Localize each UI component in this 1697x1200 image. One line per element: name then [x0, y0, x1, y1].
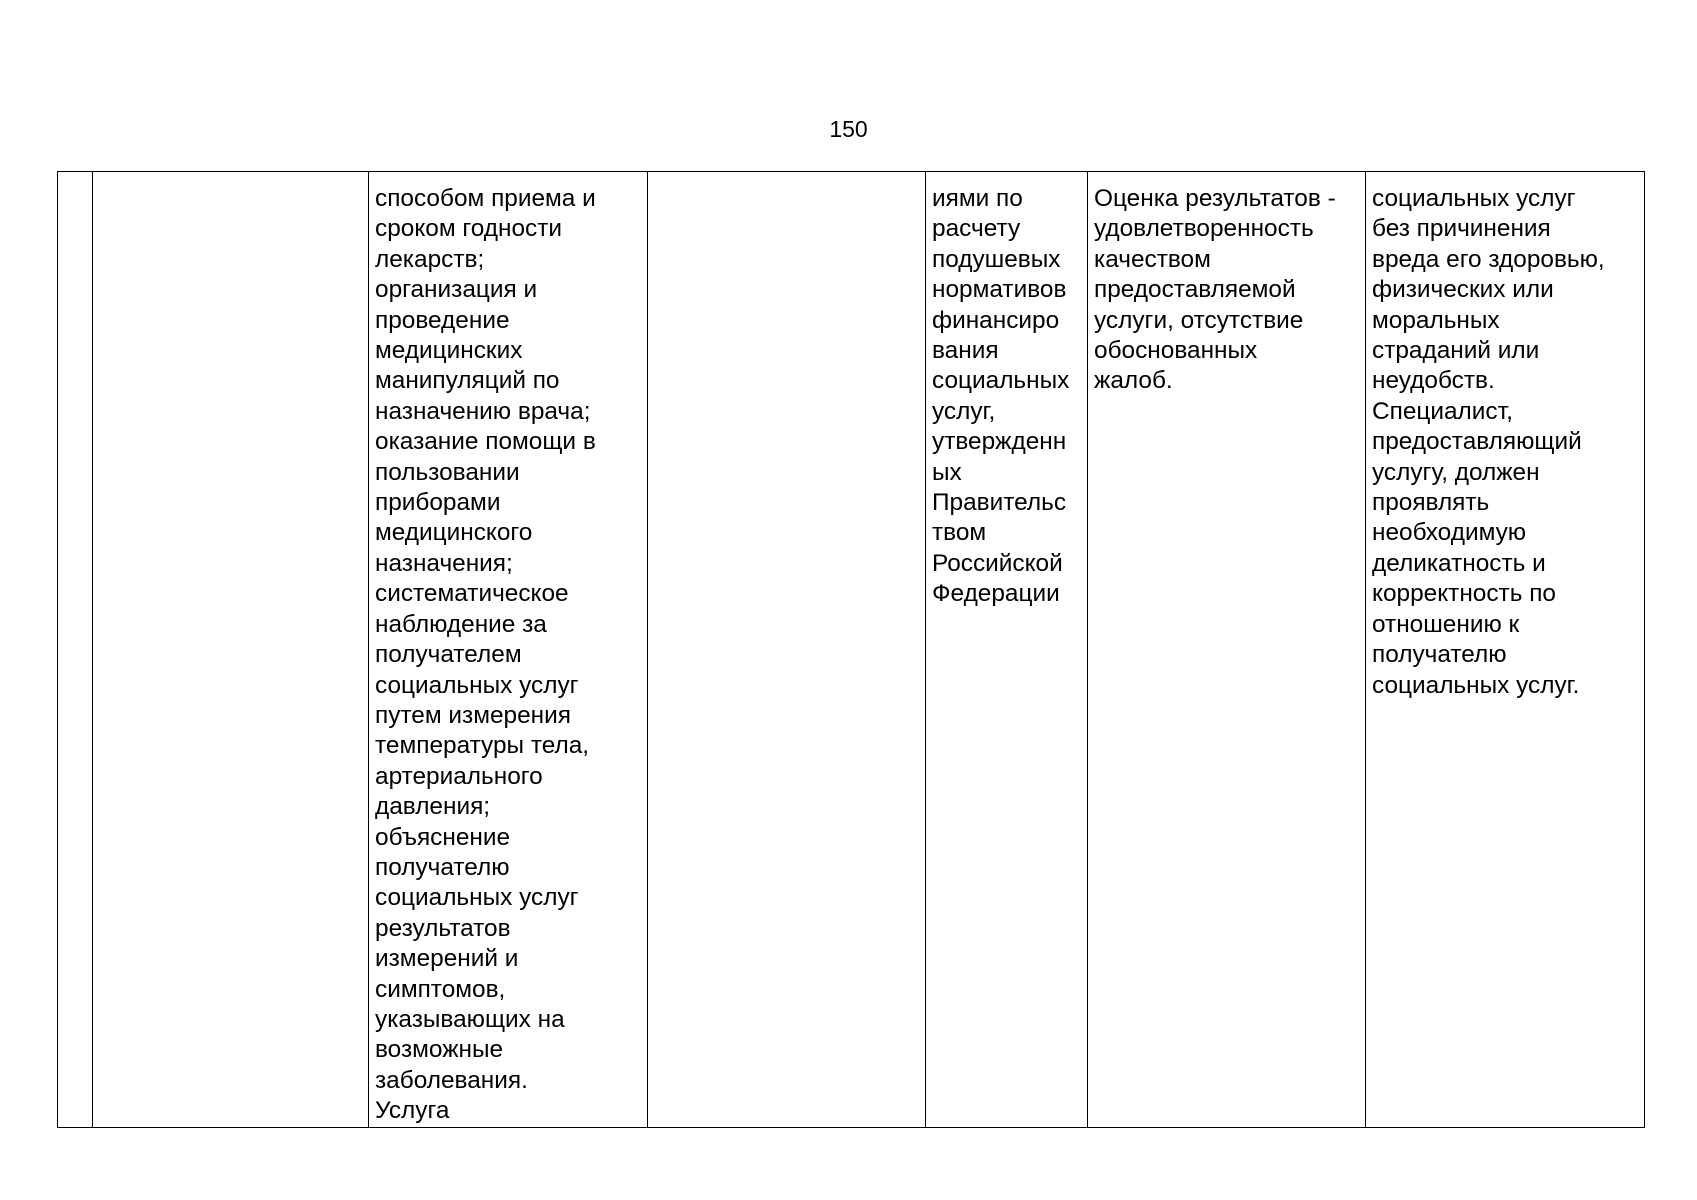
table-row [58, 172, 1645, 1128]
table-cell-number [58, 172, 93, 1128]
service-standards-table [57, 171, 1645, 1128]
table-cell-financing-norms: иями по расчету подушевых нормативов финансиро вания социальных услуг, утвержденн ых Правительс твом Российской Федерации [926, 172, 1088, 1128]
table-cell-term [648, 172, 926, 1128]
table-cell-provision-conditions: социальных услуг без причинения вреда его здоровью, физических или моральных страданий или неудобств. Специалист, предоставляющий услугу, должен проявлять необходимую деликатность и корректность по отношению к получателю социальных услуг. [1366, 172, 1645, 1128]
table-cell-quality-indicators: Оценка результатов - удовлетворенность качеством предоставляемой услуги, отсутствие обоснованных жалоб. [1088, 172, 1366, 1128]
page-number: 150 [829, 116, 868, 142]
table-cell-service-name [93, 172, 369, 1128]
table-cell-service-description: способом приема и сроком годности лекарств; организация и проведение медицинских манипуляций по назначению врача; оказание помощи в пользовании приборами медицинского назначения; систематическое наблюдение за получателем социальных услуг путем измерения температуры тела, артериального давления; объяснение получателю социальных услуг результатов измерений и симптомов, указывающих на возможные заболевания. Услуга [369, 172, 648, 1128]
